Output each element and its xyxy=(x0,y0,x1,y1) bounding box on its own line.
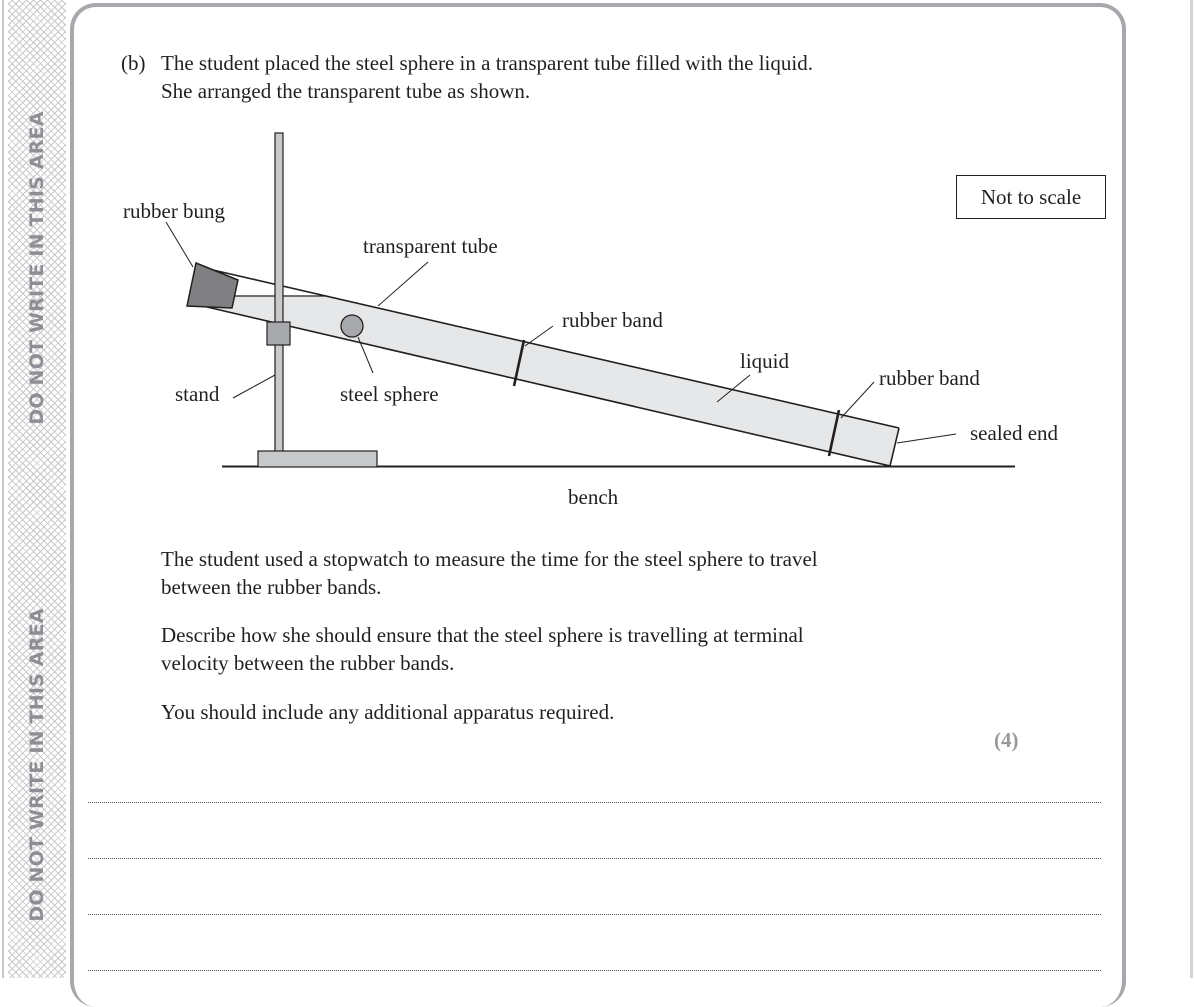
margin-warning-1: DO NOT WRITE IN THIS AREA xyxy=(26,111,48,425)
steel-sphere xyxy=(341,315,363,337)
answer-line[interactable] xyxy=(88,970,1101,971)
para2-line-2: velocity between the rubber bands. xyxy=(161,651,455,675)
tube-bottom-edge xyxy=(207,307,890,466)
label-bench: bench xyxy=(568,485,619,509)
stand-base xyxy=(258,451,377,467)
para1-line-1: The student used a stopwatch to measure the time for the steel sphere to travel xyxy=(161,547,818,571)
label-rubber-bung: rubber bung xyxy=(123,199,226,223)
question-part: (b) xyxy=(121,51,146,75)
stand-rod xyxy=(275,133,283,452)
intro-line-1: The student placed the steel sphere in a transparent tube filled with the liquid. xyxy=(161,51,813,75)
margin-warning-2: DO NOT WRITE IN THIS AREA xyxy=(26,608,48,922)
label-liquid: liquid xyxy=(740,349,790,373)
para3: You should include any additional apparatus required. xyxy=(161,700,615,724)
answer-line[interactable] xyxy=(88,802,1101,803)
para2-line-1: Describe how she should ensure that the steel sphere is travelling at terminal xyxy=(161,623,804,647)
answer-line[interactable] xyxy=(88,914,1101,915)
label-stand: stand xyxy=(175,382,220,406)
intro-line-2: She arranged the transparent tube as shown. xyxy=(161,79,531,103)
not-to-scale-box: Not to scale xyxy=(956,175,1106,219)
label-steel-sphere: steel sphere xyxy=(340,382,439,406)
label-rubber-band-2: rubber band xyxy=(879,366,980,390)
marks-available: (4) xyxy=(994,728,1019,752)
liquid-fill xyxy=(207,270,899,466)
para1-line-2: between the rubber bands. xyxy=(161,575,382,599)
label-rubber-band-1: rubber band xyxy=(562,308,663,332)
label-transparent-tube: transparent tube xyxy=(363,234,498,258)
label-sealed-end: sealed end xyxy=(970,421,1059,445)
rubber-bung xyxy=(187,263,238,308)
answer-line[interactable] xyxy=(88,858,1101,859)
tube-top-edge xyxy=(213,270,899,428)
clamp xyxy=(267,322,290,345)
